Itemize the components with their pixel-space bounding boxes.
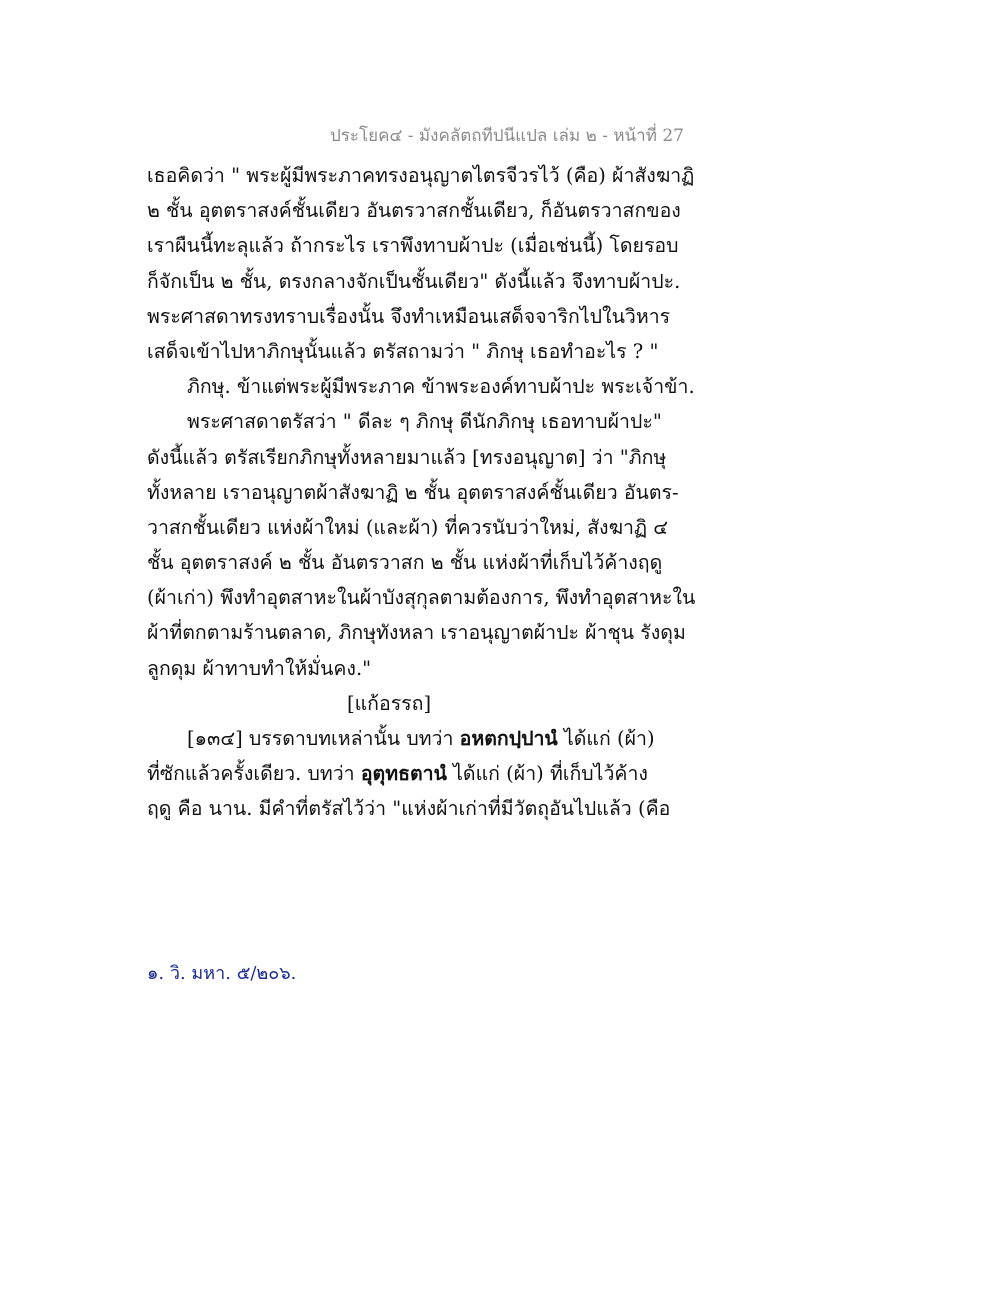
text-line xyxy=(147,475,707,510)
text-line xyxy=(147,193,707,228)
text-segment: ได้แก่ (ผ้า) xyxy=(557,727,655,750)
text-segment: เธอคิดว่า " พระผู้มีพระภาคทรงอนุญาตไตรจีวรไว้ (คือ) ผ้าสังฆาฏิ xyxy=(147,164,695,187)
text-segment: พระศาสดาตรัสว่า " ดีละ ๆ ภิกษุ ดีนักภิกษุ เธอทาบผ้าปะ" xyxy=(187,410,662,434)
text-segment: วาสกชั้นเดียว แห่งผ้าใหม่ (และผ้า) ที่ควรนับว่าใหม่, สังฆาฏิ ๔ xyxy=(147,515,669,539)
bold-term: อุตุทธตานํ xyxy=(360,762,447,786)
footnote: ๑. วิ. มหา. ๕/๒๐๖. xyxy=(147,963,297,984)
text-line xyxy=(147,721,707,756)
text-line xyxy=(147,615,707,650)
text-segment: ผ้าที่ตกตามร้านตลาด, ภิกษุทังหลา เราอนุญาตผ้าปะ ผ้าชุน รังดุม xyxy=(147,621,686,645)
text-segment: ได้แก่ (ผ้า) ที่เก็บไว้ค้าง xyxy=(446,762,648,786)
text-segment: ทั้งหลาย เราอนุญาตผ้าสังฆาฏิ ๒ ชั้น อุตตราสงค์ชั้นเดียว อันตร- xyxy=(147,480,679,504)
text-segment: ฤดู คือ นาน. มีคำที่ตรัสไว้ว่า "แห่งผ้าเก่าที่มีวัตถุอันไปแล้ว (คือ xyxy=(147,797,671,821)
text-segment: ภิกษุ. ข้าแต่พระผู้มีพระภาค ข้าพระองค์ทาบผ้าปะ พระเจ้าข้า. xyxy=(187,375,695,399)
text-line xyxy=(147,791,707,826)
text-segment: (ผ้าเก่า) พึงทำอุตสาหะในผ้าบังสุกุลตามต้องการ, พึงทำอุตสาหะใน xyxy=(147,586,696,610)
body-text xyxy=(147,158,707,827)
text-line xyxy=(147,334,707,369)
text-segment: ที่ซักแล้วครั้งเดียว. บทว่า xyxy=(147,762,361,786)
text-segment: เราผืนนี้ทะลุแล้ว ถ้ากระไร เราพึงทาบผ้าปะ (เมื่อเช่นนี้) โดยรอบ xyxy=(147,234,679,258)
page-header: ประโยค๔ - มังคลัตถทีปนีแปล เล่ม ๒ - หน้าที่ 27 xyxy=(330,126,684,146)
text-line xyxy=(147,756,707,791)
section-heading xyxy=(147,686,707,721)
text-segment: ๒ ชั้น อุตตราสงค์ชั้นเดียว อันตรวาสกชั้นเดียว, ก็อันตรวาสกของ xyxy=(147,199,681,223)
text-line xyxy=(147,580,707,615)
text-line xyxy=(147,369,707,404)
text-line xyxy=(147,651,707,686)
text-line xyxy=(147,510,707,545)
text-segment: ลูกดุม ผ้าทาบทำให้มั่นคง." xyxy=(147,656,372,680)
text-segment: [แก้อรรถ] xyxy=(347,691,432,715)
text-segment: เสด็จเข้าไปหาภิกษุนั้นแล้ว ตรัสถามว่า " ภิกษุ เธอทำอะไร ? " xyxy=(147,339,659,363)
text-segment: ชั้น อุตตราสงค์ ๒ ชั้น อันตรวาสก ๒ ชั้น แห่งผ้าที่เก็บไว้ค้างฤดู xyxy=(147,551,663,575)
text-line xyxy=(147,440,707,475)
bold-term: อหตกปฺปานํ xyxy=(459,727,558,750)
text-line xyxy=(147,158,707,193)
text-segment: ดังนี้แล้ว ตรัสเรียกภิกษุทั้งหลายมาแล้ว [ทรงอนุญาต] ว่า "ภิกษุ xyxy=(147,445,667,469)
text-line xyxy=(147,545,707,580)
text-segment: [๑๓๔] บรรดาบทเหล่านั้น บทว่า xyxy=(187,727,460,750)
text-line xyxy=(147,264,707,299)
text-line xyxy=(147,404,707,439)
text-line xyxy=(147,299,707,334)
text-segment: ก็จักเป็น ๒ ชั้น, ตรงกลางจักเป็นชั้นเดียว" ดังนี้แล้ว จึงทาบผ้าปะ. xyxy=(147,269,681,293)
text-segment: พระศาสดาทรงทราบเรื่องนั้น จึงทำเหมือนเสด็จจาริกไปในวิหาร xyxy=(147,304,671,328)
text-line xyxy=(147,228,707,263)
